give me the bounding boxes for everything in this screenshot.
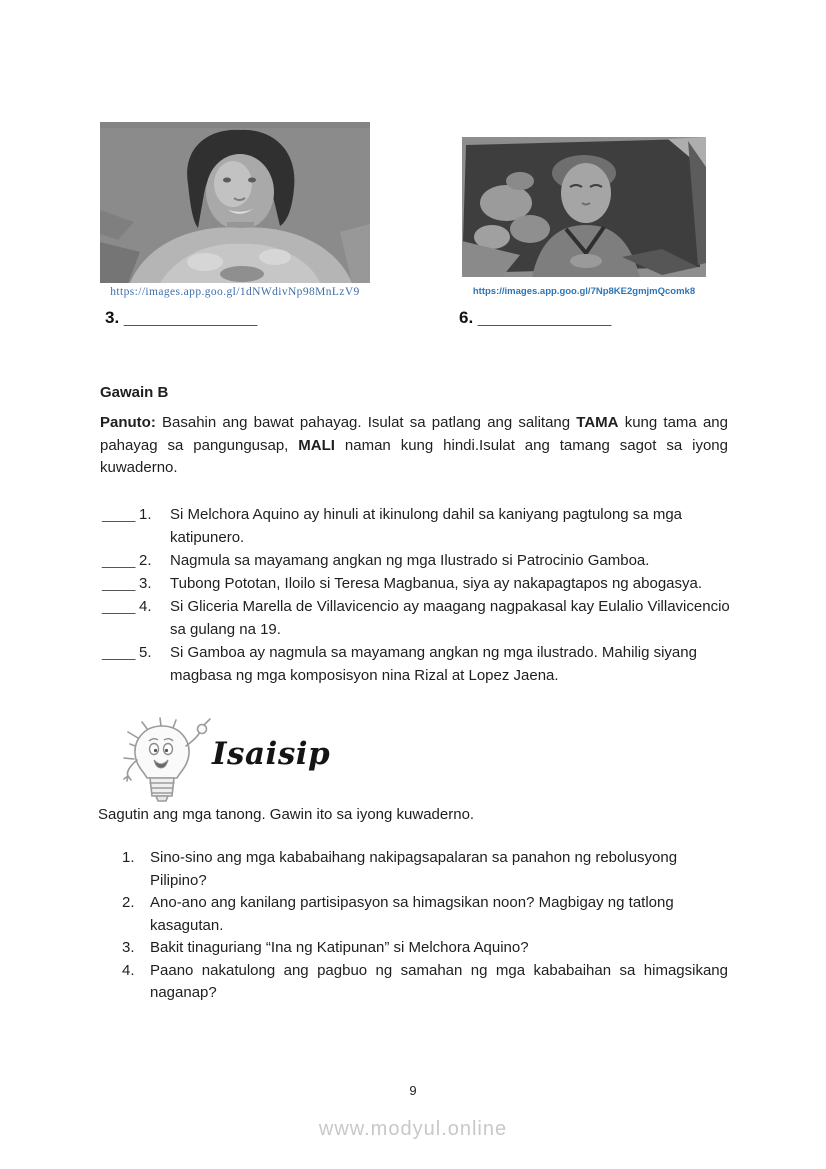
portrait-image-1 <box>100 122 370 283</box>
question-text-1: Sino-sino ang mga kababaihang nakipagsapalaran sa panahon ng rebolusyong Pilipino? <box>150 849 678 889</box>
figure-2-answer-label <box>459 308 611 328</box>
question-text-3: Bakit tinaguriang “Ina ng Katipunan” si Melchora Aquino? <box>150 939 529 956</box>
image-source-link-1[interactable]: https://images.app.goo.gl/1dNWdivNp98MnLzV9 <box>110 286 360 298</box>
figure-2-answer-blank: ________________ <box>477 310 612 327</box>
tf-statement-4: Si Gliceria Marella de Villavicencio ay maagang nagpakasal kay Eulalio Villavicencio sa gulang na 19. <box>170 598 730 638</box>
figure-1-number: 3. <box>105 308 120 327</box>
question-number-1: 1. <box>122 849 135 866</box>
question-number-2: 2. <box>122 894 135 911</box>
section-heading-isaisip: Isaisip <box>212 736 331 772</box>
tf-item-2 <box>102 549 734 572</box>
panuto-label: Panuto: <box>100 414 156 431</box>
question-number-4: 4. <box>122 961 135 979</box>
tf-number-5: 5. <box>139 644 152 661</box>
tf-number-2: 2. <box>139 552 152 569</box>
tf-answer-blank-2: ____ <box>102 552 136 569</box>
site-watermark: www.modyul.online <box>318 1118 508 1140</box>
panuto-tama: TAMA <box>576 414 619 431</box>
portrait-2-graphic <box>462 137 706 277</box>
tf-statement-3: Tubong Pototan, Iloilo si Teresa Magbanua, siya ay nakapagtapos ng abogasya. <box>170 575 703 592</box>
tf-answer-blank-5: ____ <box>102 644 136 661</box>
page-number: 9 <box>409 1083 417 1098</box>
tf-number-4: 4. <box>139 598 152 615</box>
tf-answer-blank-3: ____ <box>102 575 136 592</box>
portrait-image-2 <box>462 137 706 277</box>
figure-1-answer-blank: ________________ <box>123 310 258 327</box>
section-heading-gawain-b: Gawain B <box>100 384 169 401</box>
question-item-4 <box>122 960 728 1005</box>
question-item-2 <box>122 892 728 937</box>
lightbulb-character-icon <box>116 716 214 809</box>
question-item-3 <box>122 937 728 960</box>
portrait-1-graphic <box>100 122 370 283</box>
tf-item-1 <box>102 503 734 549</box>
isaisip-instructions: Sagutin ang mga tanong. Gawin ito sa iyong kuwaderno. <box>98 806 475 823</box>
tf-answer-blank-1: ____ <box>102 506 136 523</box>
figure-2-number: 6. <box>459 308 474 327</box>
tf-item-4 <box>102 595 734 641</box>
tf-item-3 <box>102 572 734 595</box>
panuto-text-2: kung tama ang pahayag sa pangungusap, <box>100 414 728 454</box>
true-false-list <box>102 503 734 687</box>
tf-statement-1: Si Melchora Aquino ay hinuli at ikinulong dahil sa kaniyang pagtulong sa mga katipunero. <box>170 506 682 546</box>
tf-number-1: 1. <box>139 506 152 523</box>
panuto-mali: MALI <box>298 436 335 454</box>
question-item-1 <box>122 847 728 892</box>
tf-statement-5: Si Gamboa ay nagmula sa mayamang angkan ng mga ilustrado. Mahilig siyang magbasa ng mga komposisyon nina Rizal at Lopez Jaena. <box>170 644 697 684</box>
question-list <box>122 847 728 1005</box>
gawain-b-instructions <box>100 412 728 480</box>
image-source-link-2[interactable]: https://images.app.goo.gl/7Np8KE2gmjmQcomk8 <box>472 286 696 297</box>
tf-answer-blank-4: ____ <box>102 598 136 615</box>
question-text-4: Paano nakatulong ang pagbuo ng samahan ng mga kababaihan sa himagsikang naganap? <box>150 961 728 1001</box>
tf-statement-2: Nagmula sa mayamang angkan ng mga Ilustrado si Patrocinio Gamboa. <box>170 552 650 569</box>
question-text-2: Ano-ano ang kanilang partisipasyon sa himagsikan noon? Magbigay ng tatlong kasagutan. <box>150 894 674 934</box>
tf-number-3: 3. <box>139 575 152 592</box>
panuto-text-3: naman kung hindi.Isulat ang tamang sagot sa iyong kuwaderno. <box>100 436 728 476</box>
tf-item-5 <box>102 641 734 687</box>
panuto-text-1: Basahin ang bawat pahayag. Isulat sa patlang ang salitang <box>162 414 571 431</box>
question-number-3: 3. <box>122 939 135 956</box>
figure-1-answer-label <box>105 308 257 328</box>
